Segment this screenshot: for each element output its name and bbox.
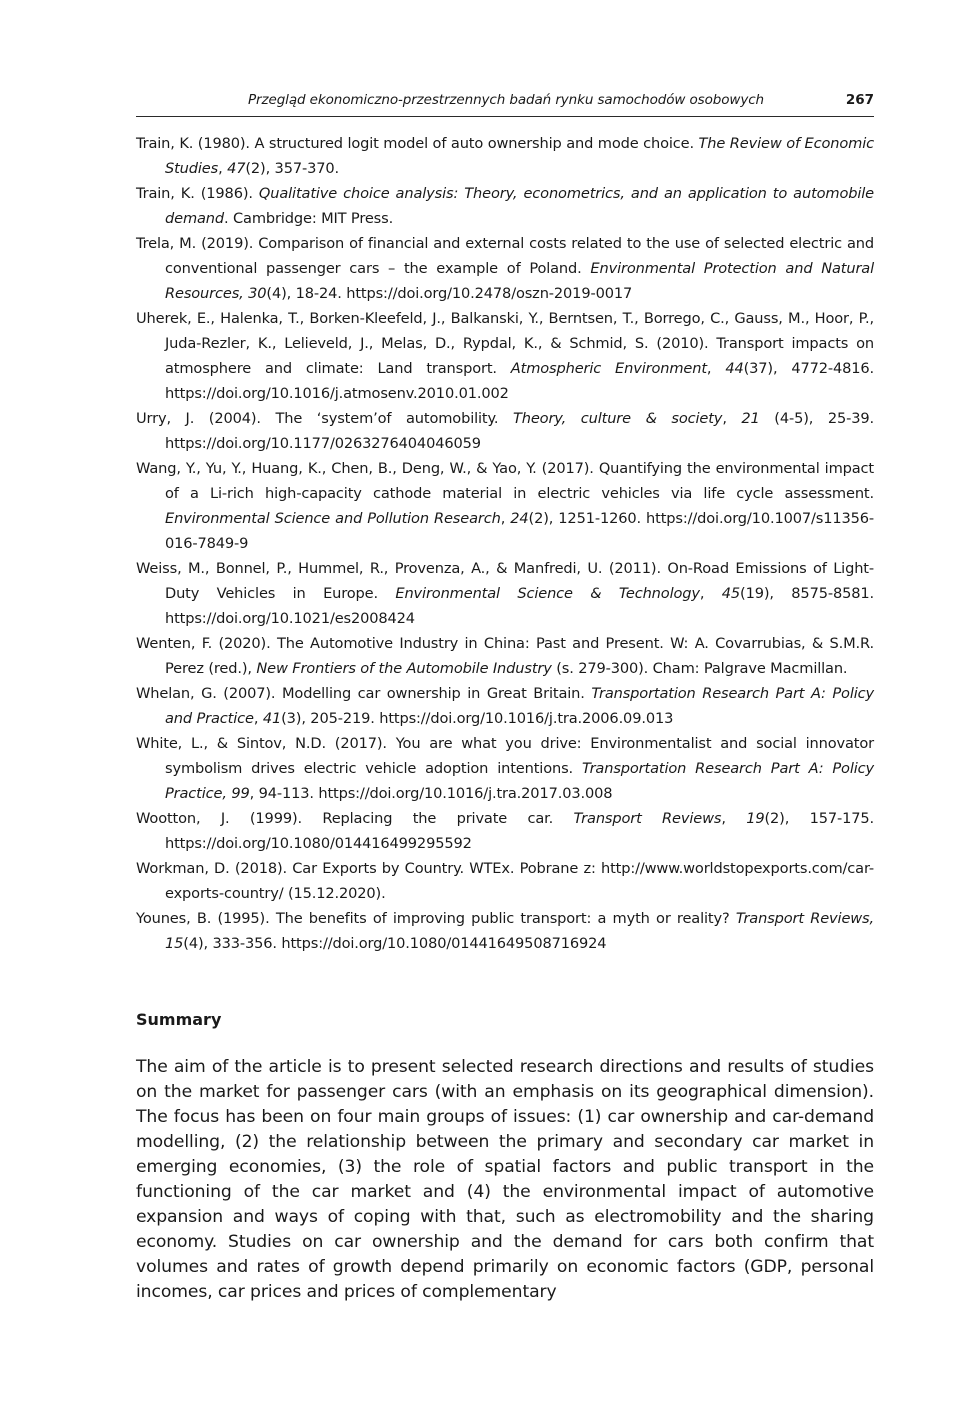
summary-paragraph: The aim of the article is to present selected research directions and results of studies on the market for passenger cars (with an emphasis on its geographical dimension). The focus has been on four main groups of issues: (1) car ownership and car-demand modelling, (2) the relationship between the primary and secondary car market in emerging economies, (3) the role of spatial factors and public transport in the functioning of the car market and (4) the environmental impact of automotive expansion and ways of coping with that, such as electromobility and the sharing economy. Studies on car ownership and the demand for cars both confirm that volumes and rates of growth depend primarily on economic factors (GDP, personal incomes, car prices and prices of complementary (136, 1057, 874, 1302)
reference-item: White, L., & Sintov, N.D. (2017). You are what you drive: Environmentalist and social innovator symbolism drives electric vehicle adoption intentions. Transportation Research Part A: Policy Practice, 99, 94-113. https://doi.org/10.1016/j.tra.2017.03.008 (136, 735, 874, 802)
page-number: 267 (845, 92, 874, 108)
reference-item: Wenten, F. (2020). The Automotive Industry in China: Past and Present. W: A. Covarrubias, & S.M.R. Perez (red.), New Frontiers of the Automobile Industry (s. 279-300). Cham: Palgrave Macmillan. (136, 635, 874, 677)
reference-item: Workman, D. (2018). Car Exports by Country. WTEx. Pobrane z: http://www.worldstopexports.com/car-exports-country/ (15.12.2020). (136, 860, 874, 902)
reference-item: Whelan, G. (2007). Modelling car ownership in Great Britain. Transportation Research Part A: Policy and Practice, 41(3), 205-219. https://doi.org/10.1016/j.tra.2006.09.013 (136, 685, 874, 727)
reference-item: Train, K. (1986). Qualitative choice analysis: Theory, econometrics, and an application to automobile demand. Cambridge: MIT Press. (136, 185, 875, 227)
running-title: Przegląd ekonomiczno-przestrzennych badań rynku samochodów osobowych (248, 92, 764, 108)
reference-item: Wang, Y., Yu, Y., Huang, K., Chen, B., Deng, W., & Yao, Y. (2017). Quantifying the environmental impact of a Li-rich high-capacity cathode material in electric vehicles via life cycle assessment. Environmental Science and Pollution Research, 24(2), 1251-1260. https://doi.org/10.1007/s11356-016-7849-9 (136, 460, 874, 552)
reference-item: Urry, J. (2004). The ‘system’of automobility. Theory, culture & society, 21 (4-5), 25-39. https://doi.org/10.1177/0263276404046059 (136, 410, 874, 452)
reference-item: Uherek, E., Halenka, T., Borken-Kleefeld, J., Balkanski, Y., Berntsen, T., Borrego, C., Gauss, M., Hoor, P., Juda-Rezler, K., Lelieveld, J., Melas, D., Rypdal, K., & Schmid, S. (2010). Transport impacts on atmosphere and climate: Land transport. Atmospheric Environment, 44(37), 4772-4816. https://doi.org/10.1016/j.atmosenv.2010.01.002 (136, 310, 875, 402)
reference-list (136, 131, 874, 956)
reference-item: Trela, M. (2019). Comparison of financial and external costs related to the use of selected electric and conventional passenger cars – the example of Poland. Environmental Protection and Natural Resources, 30(4), 18-24. https://doi.org/10.2478/oszn-2019-0017 (136, 235, 874, 302)
reference-item: Wootton, J. (1999). Replacing the private car. Transport Reviews, 19(2), 157-175. https://doi.org/10.1080/014416499295592 (136, 810, 874, 852)
reference-item: Younes, B. (1995). The benefits of improving public transport: a myth or reality? Transport Reviews, 15(4), 333-356. https://doi.org/10.1080/01441649508716924 (136, 910, 874, 952)
reference-item: Weiss, M., Bonnel, P., Hummel, R., Provenza, A., & Manfredi, U. (2011). On-Road Emissions of Light-Duty Vehicles in Europe. Environmental Science & Technology, 45(19), 8575-8581. https://doi.org/10.1021/es2008424 (136, 560, 874, 627)
summary-heading: Summary (136, 1010, 222, 1029)
running-header (136, 90, 874, 117)
reference-item: Train, K. (1980). A structured logit model of auto ownership and mode choice. The Review of Economic Studies, 47(2), 357-370. (136, 135, 874, 177)
